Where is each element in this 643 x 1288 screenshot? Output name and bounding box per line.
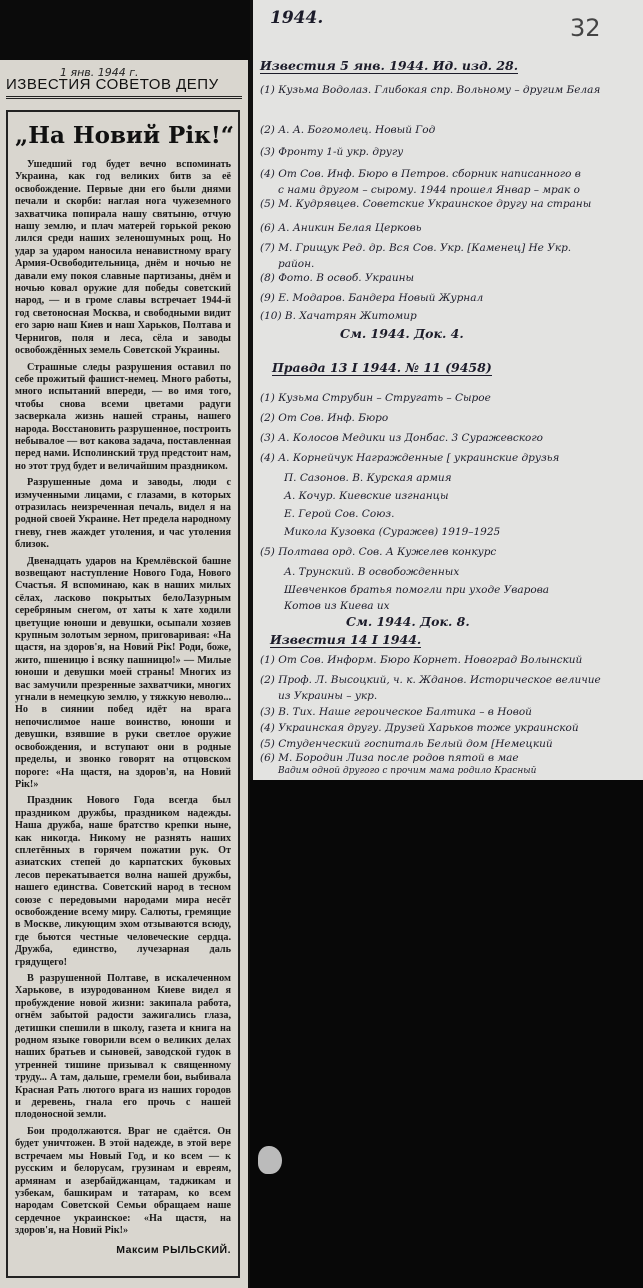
page-number: 32 <box>570 14 601 42</box>
sheet-fold-line <box>250 0 253 780</box>
sheet-line: А. Кочур. Киевские изгнанцы <box>284 490 449 502</box>
sheet-line: (4) Украинская другу. Друзей Харьков тоже украинской <box>260 722 579 734</box>
sheet-line: (7) М. Грищук Ред. др. Вся Сов. Укр. [Каменец] Не Укр. <box>260 242 572 254</box>
article-paragraph: Праздник Нового Года всегда был праздником дружбы, праздником надежды. Наша дружба, наше братство крепки ныне, как никогда. Никому не разнять наших сплетённых в горячем пожатии рук. От азиатских степей до карпатских буковых лесов перекатывается волна нашей дружбы, нашего единства. Советский народ в тесном союзе с передовыми народами мира несёт освобождение всему миру. Салюты, гремящие в Москве, ликующим эхом отзываются всюду, где бьются честные человеческие сердца. Дружба, единство, лучезарная даль грядущего! <box>15 795 231 968</box>
sheet-line: Микола Кузовка (Суражев) 1919–1925 <box>284 526 501 538</box>
sheet-year: 1944. <box>270 8 324 28</box>
newspaper-masthead: ИЗВЕСТИЯ СОВЕТОВ ДЕПУ <box>6 76 242 99</box>
sheet-line: Правда 13 I 1944. № 11 (9458) <box>272 360 492 375</box>
sheet-line: (4) А. Корнейчук Награжденные [ украинские друзья <box>260 452 560 464</box>
sheet-line: Е. Герой Сов. Союз. <box>284 508 395 520</box>
sheet-line: (1) Кузьма Струбин – Стругать – Сырое <box>260 392 491 404</box>
article-box <box>6 110 240 1278</box>
sheet-line: (6) М. Бородин Лиза после родов пятой в мае <box>260 752 519 764</box>
article-headline: „На Новий Рік!“ <box>15 122 235 149</box>
sheet-line: (3) Фронту 1-й укр. другу <box>260 146 404 158</box>
sheet-line: См. 1944. Док. 8. <box>346 614 470 629</box>
sheet-line: Шевченков братья помогли при уходе Уварова <box>284 584 550 596</box>
sheet-line: (1) Кузьма Водолаз. Глибокая спр. Вольному – другим Белая <box>260 84 601 96</box>
article-signature: Максим РЫЛЬСКИЙ. <box>116 1243 231 1256</box>
sheet-line: с нами другом – сырому. 1944 прошел Январ – мрак о <box>278 184 580 196</box>
article-paragraph: Разрушенные дома и заводы, люди с измученными лицами, с глазами, в которых отразилась неизреченная печаль, видел я на родной своей Украине. Нет предела народному гневу, гнев жаждет утоления, и час утоления близок. <box>15 477 231 551</box>
article-paragraph: Двенадцать ударов на Кремлёвской башне возвещают наступление Нового Года, Нового Счастья. Я вспоминаю, как в наших милых сёлах, ласково покрытых белоЛазурным серебряным снегом, от хаты к хате ходили цветущие юноши и девушки, осыпали хозяев крупным золотым зерном, приговаривая: «На щастя, на здоров'я, на Новий Рік! Роди, боже, жито, пшеницю і всяку пашницю!» — Милые юноши и девушки моей страны! Многих из вас замучили презренные захватчики, многих угнали в немецкую землю, у тяжкую неволю... Но в сиянии побед идёт на врага непочислимое наше воинство, юноши и девушки, взявшие в руки светлое оружие освобождения, и вступают они в родные пределы, и звонко говорят на отцовском пороге: «На щастя, на здоров'я, на Новий Рік!» <box>15 555 231 790</box>
paper-fragment <box>258 1146 282 1174</box>
sheet-line: (5) М. Кудрявцев. Советские Украинское другу на страны <box>260 198 592 210</box>
sheet-line: Известия 5 янв. 1944. Ид. изд. 28. <box>260 58 519 73</box>
sheet-line: (3) А. Колосов Медики из Донбас. 3 Суражевского <box>260 432 544 444</box>
sheet-line: П. Сазонов. В. Курская армия <box>284 472 452 484</box>
sheet-line: (5) Полтава орд. Сов. А Кужелев конкурс <box>260 546 497 558</box>
clipping-date-note: 1 янв. 1944 г. <box>60 66 139 79</box>
newspaper-clipping <box>0 60 250 1288</box>
article-paragraph: Страшные следы разрушения оставил по себе прожитый фашист-немец. Много работы, много испытаний впереди, — во имя того, чтобы снова всеми цветами радуги засверкала жизнь нашей страны, нашего народа. Восстановить разрушенное, построить небывалое — вот какова задача, поставленная перед нами. Исполинский труд предстоит нам, но этот труд будет и величайшим праздником. <box>15 361 231 472</box>
sheet-line: (4) От Сов. Инф. Бюро в Петров. сборник написанного в <box>260 168 581 180</box>
sheet-line: (5) Студенческий госпиталь Белый дом [Немецкий <box>260 738 553 750</box>
sheet-line: А. Трунский. В освобожденных <box>284 566 460 578</box>
sheet-line: (9) Е. Модаров. Бандера Новый Журнал <box>260 292 484 304</box>
archive-sheet <box>250 0 643 780</box>
scan-background <box>250 780 643 1288</box>
sheet-line: из Украины – укр. <box>278 690 378 702</box>
sheet-line: (8) Фото. В освоб. Украины <box>260 272 415 284</box>
sheet-line: (6) А. Аникин Белая Церковь <box>260 222 422 234</box>
sheet-line: (2) А. А. Богомолец. Новый Год <box>260 124 436 136</box>
article-paragraph: Ушедший год будет вечно вспоминать Украина, как год великих битв за её освобождение. Первые дни его были днями печали и скорби: наглая нога чужеземного захватчика попирала нашу святыню, отчую нашу землю, и плач матерей горькой рекою лился среди наших зеленошумных рощ. Но удар за ударом наносила ненавистному врагу Армия-Освободительница, днём и ночью не давали ему покоя славные партизаны, днём и ночью ковал оружие для победы советский народ, — и в громе славы встречает 1944-й год светоносная Москва, и свободными видит его зарю наш Киев и наш Харьков, Полтава и Чернигов, поля и леса, сёла и заводы освобождённых земель Советской Украины. <box>15 159 231 357</box>
sheet-line: район. <box>278 258 315 270</box>
sheet-line: Вадим одной другого с прочим мама родило Красный <box>278 766 537 776</box>
sheet-line: (3) В. Тих. Наше героическое Балтика – в Новой <box>260 706 532 718</box>
sheet-line: (10) В. Хачатрян Житомир <box>260 310 417 322</box>
sheet-line: (1) От Сов. Информ. Бюро Корнет. Новоград Волынский <box>260 654 583 666</box>
sheet-line: Котов из Киева их <box>284 600 390 612</box>
sheet-line: См. 1944. Док. 4. <box>340 326 464 341</box>
sheet-line: Известия 14 I 1944. <box>270 632 422 647</box>
sheet-line: (2) От Сов. Инф. Бюро <box>260 412 389 424</box>
sheet-line: (2) Проф. Л. Высоцкий, ч. к. Жданов. Историческое величие <box>260 674 601 686</box>
article-paragraph: В разрушенной Полтаве, в искалеченном Харькове, в изуродованном Киеве видел я пробуждение новой жизни: закипала работа, огнём забытой радости зажигались глаза, детишки спешили в школу, газета и книга на родном языке говорили всем о великих делах наших братьев и сыновей, заводской гудок в утренней тишине призывал к священному труду... А там, дальше, гремели бои, выбивала Красная Рать лютого врага из наших городов и деревень, гнала его прочь с нашей плодоносной земли. <box>15 973 231 1121</box>
article-paragraph: Бои продолжаются. Враг не сдаётся. Он будет уничтожен. В этой надежде, в этой вере встречаем мы Новый Год, и ко всем — к русским и белорусам, грузинам и евреям, армянам и азербайджанцам, таджикам и узбекам, башкирам и татарам, ко всем народам Советской Семьи обращаем наше сердечное украинское: «На щастя, на здоров'я, на Новий Рік!» <box>15 1125 231 1237</box>
